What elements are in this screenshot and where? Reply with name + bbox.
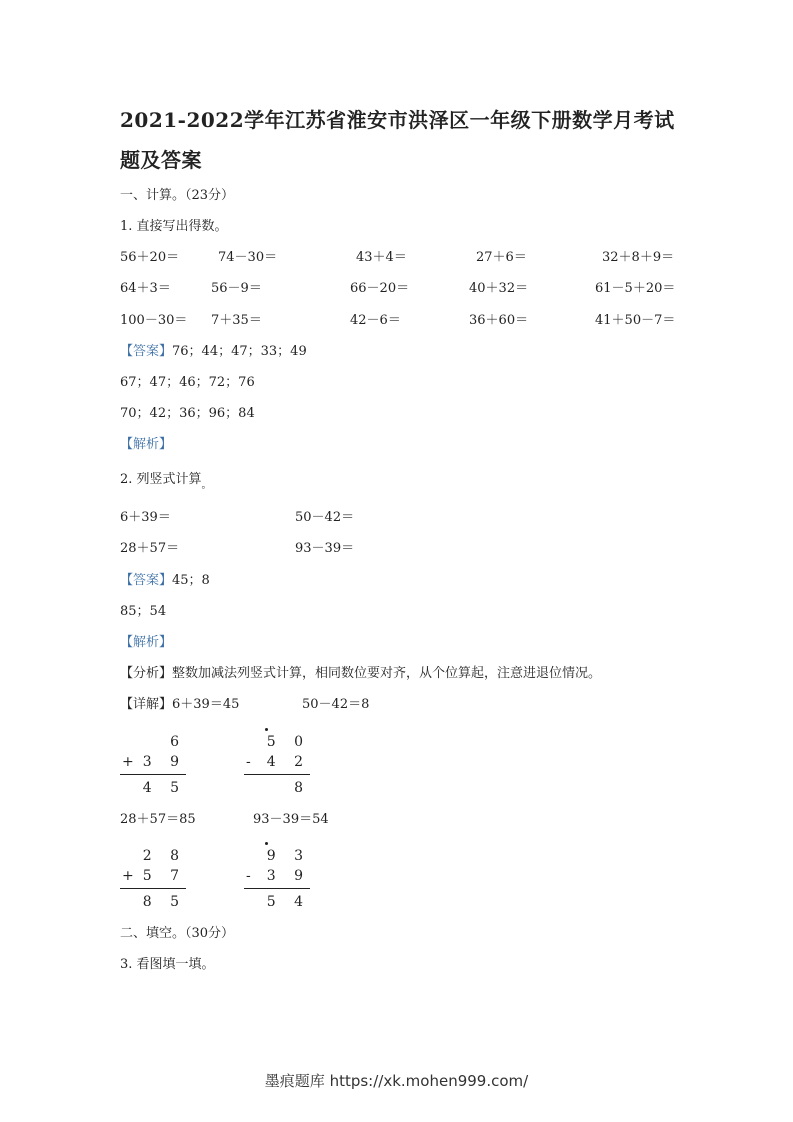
vertical-operator: -	[246, 868, 251, 884]
q1-item: 66－20＝	[350, 281, 410, 296]
q2-item: 93－39＝	[295, 541, 355, 556]
vertical-top: 5 0	[266, 734, 310, 750]
vertical-rule	[244, 888, 310, 889]
q1-item: 27＋6＝	[476, 250, 527, 265]
answer-tag: 【答案】	[120, 573, 173, 588]
borrow-dot	[265, 842, 268, 845]
analysis-text: 整数加减法列竖式计算，相同数位要对齐，从个位算起，注意进退位情况。	[172, 666, 602, 681]
document-title: 2021-2022学年江苏省淮安市洪泽区一年级下册数学月考试题及答案	[120, 108, 675, 172]
analysis-tag: 【解析】	[120, 635, 173, 650]
vertical-operator: +	[122, 754, 134, 770]
question-2-text: 2. 列竖式计算	[120, 472, 202, 487]
vertical-result: 8 5	[142, 894, 186, 910]
vertical-result: 8	[294, 780, 310, 796]
answer-text: 85；54	[120, 604, 167, 619]
question-1-prompt: 1. 直接写出得数。	[120, 219, 228, 234]
vertical-middle: 3 9	[142, 754, 186, 770]
section-2-heading: 二、填空。（30分）	[120, 926, 235, 941]
q1-item: 40＋32＝	[469, 281, 529, 296]
vertical-middle: 5 7	[142, 868, 186, 884]
answer-text: 70；42；36；96；84	[120, 406, 255, 421]
detail-equation: 28＋57＝85	[120, 812, 196, 827]
q1-item: 56＋20＝	[120, 250, 180, 265]
analysis	[120, 665, 601, 683]
q2-answer	[120, 572, 210, 590]
vertical-calc-3	[120, 846, 200, 910]
vertical-top: 2 8	[142, 848, 186, 864]
section-1-heading: 一、计算。（23分）	[120, 188, 235, 203]
detail-equation: 6＋39＝45	[172, 697, 240, 712]
answer-text: 45；8	[172, 573, 210, 588]
answer-text: 67；47；46；72；76	[120, 375, 255, 390]
answer-text: 76；44；47；33；49	[172, 344, 307, 359]
vertical-calc-2	[244, 732, 324, 796]
q1-item: 36＋60＝	[469, 313, 529, 328]
detail-label: 【详解】	[120, 697, 173, 712]
q1-item: 74－30＝	[218, 250, 278, 265]
q1-item: 56－9＝	[211, 281, 262, 296]
detail-equation: 93－39＝54	[253, 812, 329, 827]
detail-equation: 50－42＝8	[302, 697, 370, 712]
q1-item: 43＋4＝	[356, 250, 407, 265]
q1-item: 7＋35＝	[211, 313, 262, 328]
q2-item: 6＋39＝	[120, 510, 171, 525]
q1-item: 32＋8＋9＝	[602, 250, 675, 265]
q2-item: 50－42＝	[295, 510, 355, 525]
vertical-rule	[244, 774, 310, 775]
vertical-calc-4	[244, 846, 324, 910]
answer-tag: 【答案】	[120, 344, 173, 359]
vertical-result: 4 5	[142, 780, 186, 796]
question-3-prompt: 3. 看图填一填。	[120, 957, 215, 972]
vertical-calc-1	[120, 732, 200, 796]
borrow-dot	[265, 728, 268, 731]
q1-answer	[120, 343, 307, 361]
question-2-prompt	[120, 471, 212, 490]
q1-item: 61－5＋20＝	[595, 281, 676, 296]
analysis-tag: 【解析】	[120, 437, 173, 452]
analysis-label: 【分析】	[120, 666, 173, 681]
q1-item: 41＋50－7＝	[595, 313, 676, 328]
vertical-rule	[120, 888, 186, 889]
q1-item: 64＋3＝	[120, 281, 171, 296]
vertical-result: 5 4	[266, 894, 310, 910]
vertical-operator: +	[122, 868, 134, 884]
q1-item: 100－30＝	[120, 313, 188, 328]
vertical-middle: 4 2	[266, 754, 310, 770]
q2-item: 28＋57＝	[120, 541, 180, 556]
footer-watermark: 墨痕题库 https://xk.mohen999.com/	[264, 1072, 529, 1090]
vertical-middle: 3 9	[266, 868, 310, 884]
detail	[120, 696, 239, 714]
question-2-mark: 。	[201, 480, 212, 491]
vertical-rule	[120, 774, 186, 775]
vertical-top: 9 3	[266, 848, 310, 864]
vertical-operator: -	[246, 754, 251, 770]
q1-item: 42－6＝	[350, 313, 401, 328]
vertical-top: 6	[170, 734, 186, 750]
